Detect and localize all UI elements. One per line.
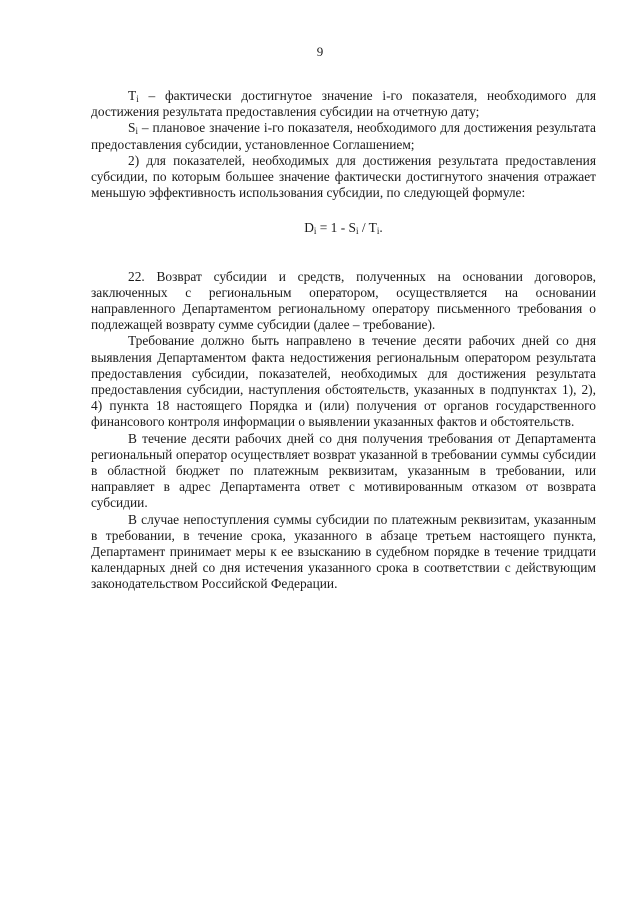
paragraph-s-definition [91, 120, 596, 152]
paragraph-ten-days: В течение десяти рабочих дней со дня получения требования от Департамента региональный оператор осуществляет возврат указанной в требовании суммы субсидии в областной бюджет по платежным реквизитам, указанным в требовании, или направляет в адрес Департамента ответ с мотивированным отказом от возврата субсидии. [91, 430, 596, 511]
paragraph-t-definition [91, 88, 596, 120]
formula-d-sub: i [313, 226, 317, 237]
s-definition-text: – плановое значение i-го показателя, необходимого для достижения результата предоставления субсидии, установленное Соглашением; [91, 120, 596, 152]
paragraph-requirement: Требование должно быть направлено в течение десяти рабочих дней со дня выявления Департаментом факта недостижения региональным оператором результата предоставления субсидии, показателей, необходимых для достижения результата предоставления субсидии, наступления обстоятельств, указанных в подпунктах 1), 2), 4) пункта 18 настоящего Порядка и (или) получения от органов государственного финансового контроля информации о выявлении указанных фактов и обстоятельств. [91, 333, 596, 430]
spacer [91, 256, 596, 269]
paragraph-item-2: 2) для показателей, необходимых для достижения результата предоставления субсидии, по которым большее значение фактически достигнутого значения отражает меньшую эффективность использования субсидии, по следующей формуле: [91, 152, 596, 201]
formula-end: . [379, 220, 383, 236]
formula [91, 220, 596, 236]
formula-d: D [304, 220, 314, 236]
page-number: 9 [316, 44, 324, 59]
paragraph-22: 22. Возврат субсидии и средств, полученных на основании договоров, заключенных с региональным оператором, осуществляется на основании направленного Департаментом региональному оператору письменного требования о подлежащей возврату сумме субсидии (далее – требование). [91, 268, 596, 333]
t-definition-text: – фактически достигнутое значение i-го показателя, необходимого для достижения результата предоставления субсидии на отчетную дату; [91, 88, 596, 120]
formula-mid: = 1 - S [316, 220, 356, 236]
formula-s-sub: i [355, 226, 359, 237]
formula-t-sub: i [376, 226, 380, 237]
symbol-t: T [128, 88, 137, 103]
document-body [91, 88, 596, 593]
symbol-s: S [128, 120, 136, 136]
subscript-i: i [135, 126, 138, 137]
subscript-i: i [136, 94, 139, 104]
formula-slash: / T [358, 220, 377, 236]
paragraph-non-receipt: В случае непоступления суммы субсидии по платежным реквизитам, указанным в требовании, в течение срока, указанного в абзаце третьем настоящего пункта, Департамент принимает меры к ее взысканию в судебном порядке в течение тридцати календарных дней со дня истечения указанного срока в соответствии с действующим законодательством Российской Федерации. [91, 511, 596, 592]
